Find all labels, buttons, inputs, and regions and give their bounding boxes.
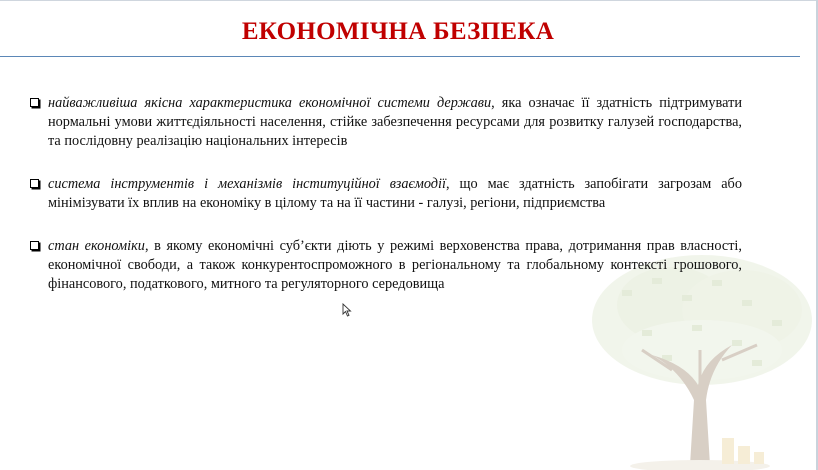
- bullet-text: , що має здатність запобігати загрозам або мінімізувати їх вплив на економіку в цілому та на її частини - галузі, регіони, підприємства: [48, 176, 742, 211]
- list-item: [30, 237, 742, 294]
- slide-title: ЕКОНОМІЧНА БЕЗПЕКА: [241, 18, 555, 45]
- bullet-lead: стан економіки: [48, 238, 145, 254]
- title-divider: [0, 56, 800, 57]
- bullet-list: [30, 94, 742, 318]
- bullet-text: , в якому економічні суб’єкти діють у режимі верховенства права, дотримання прав власності, економічної свободи, а також конкурентоспроможного в регіональному та глобальному контексті грошового, фінансового, податкового, митного та регуляторного середовища: [48, 238, 742, 292]
- bullet-lead: найважливіша якісна характеристика економічної системи держави: [48, 95, 492, 111]
- checkbox-bullet-icon: [30, 98, 39, 107]
- list-item: [30, 94, 742, 151]
- bullet-text: , яка означає її здатність підтримувати нормальні умови життєдіяльності населення, стійке забезпечення ресурсами для розвитку галузей господарства, та послідовну реалізацію національних інтересів: [48, 95, 742, 149]
- slide-border-top: [0, 0, 818, 1]
- bullet-lead: система інструментів і механізмів інституційної взаємодії: [48, 176, 446, 192]
- checkbox-bullet-icon: [30, 179, 39, 188]
- mouse-cursor-icon: [342, 303, 352, 317]
- list-item: [30, 175, 742, 213]
- checkbox-bullet-icon: [30, 241, 39, 250]
